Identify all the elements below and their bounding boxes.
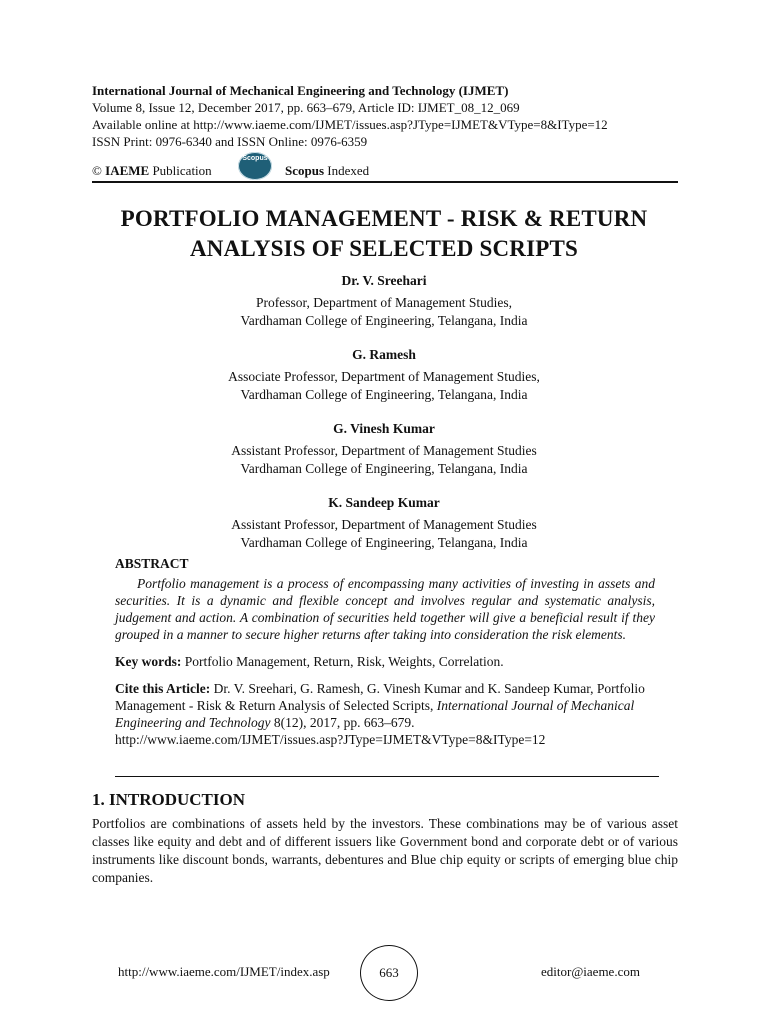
author-affiliation: Vardhaman College of Engineering, Telangana, India	[240, 461, 528, 476]
section-heading: 1. INTRODUCTION	[92, 790, 246, 809]
author-block	[120, 420, 648, 478]
page-number: 663	[360, 945, 418, 1001]
header-divider	[92, 181, 678, 183]
author-name: G. Vinesh Kumar	[333, 421, 435, 436]
publisher-label	[92, 163, 212, 179]
publication-row	[92, 152, 678, 182]
journal-name: International Journal of Mechanical Engineering and Technology (IJMET)	[92, 83, 509, 98]
scopus-logo-text: Scopus	[242, 155, 268, 162]
author-name: G. Ramesh	[352, 347, 416, 362]
publisher-suffix: Publication	[152, 163, 212, 178]
author-list	[120, 272, 648, 568]
paper-title	[60, 204, 708, 264]
keywords-text: Portfolio Management, Return, Risk, Weights, Correlation.	[184, 654, 504, 669]
author-block	[120, 494, 648, 552]
keywords-label: Key words:	[115, 654, 182, 669]
author-affiliation: Vardhaman College of Engineering, Telangana, India	[240, 313, 528, 328]
author-role: Assistant Professor, Department of Management Studies	[231, 443, 537, 458]
keywords	[115, 653, 655, 670]
author-role: Associate Professor, Department of Management Studies,	[228, 369, 540, 384]
scopus-suffix: Indexed	[327, 163, 370, 178]
scopus-logo-icon	[238, 152, 272, 180]
author-block	[120, 346, 648, 404]
author-block	[120, 272, 648, 330]
footer-email[interactable]: editor@iaeme.com	[541, 964, 640, 979]
title-line-1: PORTFOLIO MANAGEMENT - RISK & RETURN	[120, 206, 648, 231]
cite-label: Cite this Article:	[115, 681, 211, 696]
available-line: Available online at http://www.iaeme.com/IJMET/issues.asp?JType=IJMET&VType=8&IType=12	[92, 117, 608, 132]
author-affiliation: Vardhaman College of Engineering, Telangana, India	[240, 535, 528, 550]
cite-journal: International Journal of Mechanical Engineering and Technology	[115, 698, 635, 730]
journal-header	[92, 82, 682, 150]
scopus-name: Scopus	[285, 163, 325, 178]
issn-line: ISSN Print: 0976-6340 and ISSN Online: 0976-6359	[92, 134, 368, 149]
cite-details: 8(12), 2017, pp. 663–679.	[273, 715, 415, 730]
copyright-symbol: ©	[92, 163, 102, 178]
author-role: Professor, Department of Management Studies,	[256, 295, 512, 310]
publisher-name: IAEME	[105, 163, 150, 178]
author-role: Assistant Professor, Department of Management Studies	[231, 517, 537, 532]
cite-url[interactable]: http://www.iaeme.com/IJMET/issues.asp?JType=IJMET&VType=8&IType=12	[115, 732, 546, 747]
abstract-section	[115, 555, 655, 748]
author-affiliation: Vardhaman College of Engineering, Telangana, India	[240, 387, 528, 402]
footer-url[interactable]: http://www.iaeme.com/IJMET/index.asp	[118, 964, 330, 979]
author-name: K. Sandeep Kumar	[328, 495, 440, 510]
scopus-label	[285, 163, 369, 179]
author-name: Dr. V. Sreehari	[341, 273, 427, 288]
abstract-text: Portfolio management is a process of encompassing many activities of investing in assets and securities. It is a dynamic and flexible concept and involves regular and systematic analysis, judgement and action. A combination of securities held together will give a beneficial result if they grouped in a manner to secure higher returns after taking into consideration the risk elements.	[115, 576, 655, 642]
intro-paragraph: Portfolios are combinations of assets held by the investors. These combinations may be of various asset classes like equity and debt and of different issuers like Government bond and corporate debt or of various instruments like discount bonds, warrants, debentures and Blue chip equity or scripts of emerging blue chip companies.	[92, 816, 678, 885]
abstract-heading: ABSTRACT	[115, 556, 189, 571]
abstract-divider	[115, 776, 659, 777]
citation	[115, 680, 655, 748]
page-footer	[0, 945, 768, 1005]
volume-line: Volume 8, Issue 12, December 2017, pp. 663–679, Article ID: IJMET_08_12_069	[92, 100, 520, 115]
cite-text: Dr. V. Sreehari, G. Ramesh, G. Vinesh Kumar and K. Sandeep Kumar, Portfolio Management - Risk & Return Analysis of Selected Scripts,	[115, 681, 645, 713]
title-line-2: ANALYSIS OF SELECTED SCRIPTS	[190, 236, 578, 261]
